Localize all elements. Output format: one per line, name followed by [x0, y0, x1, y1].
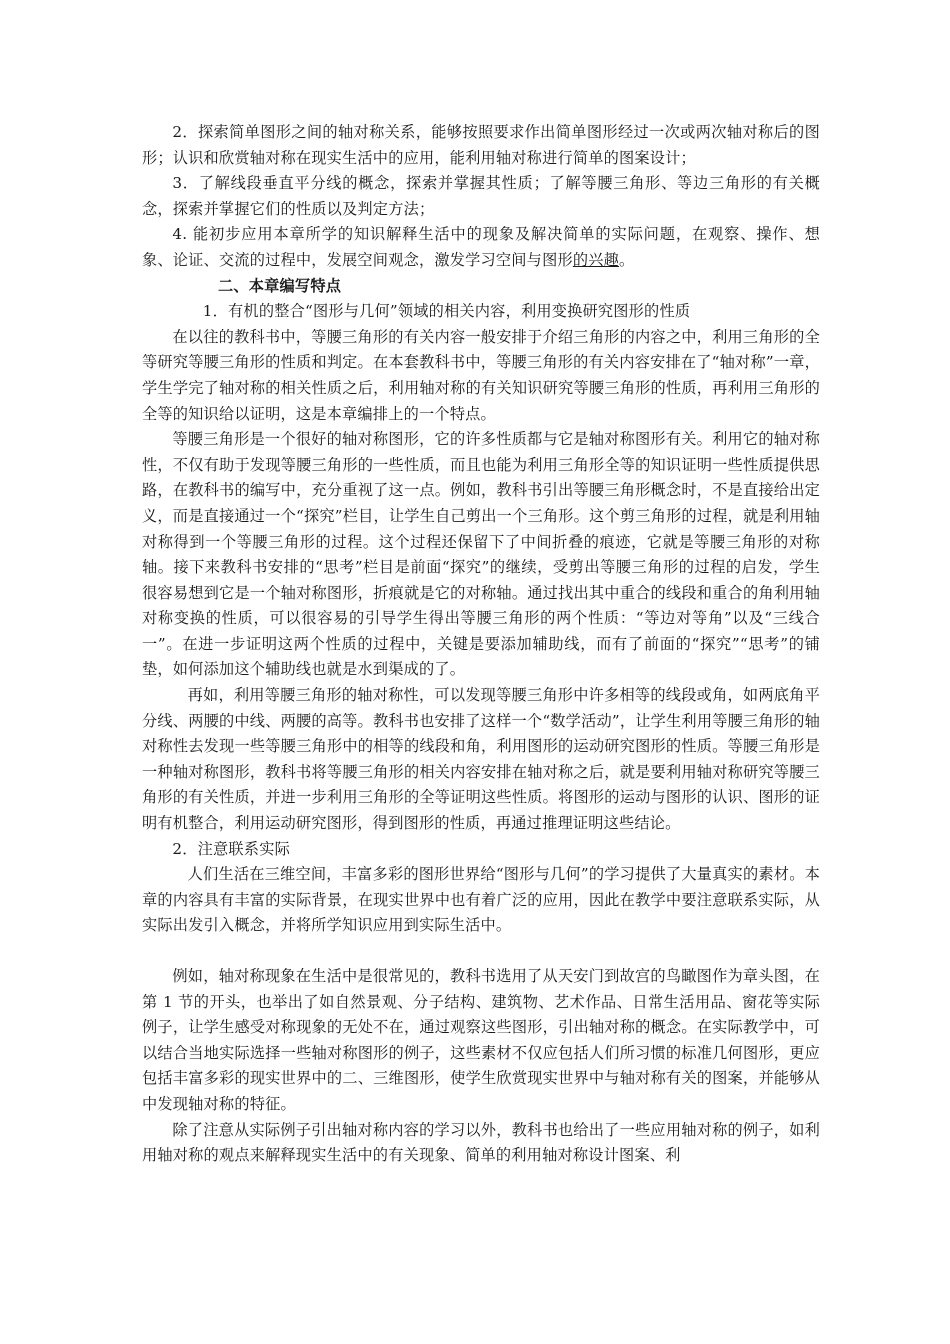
feature-2-title: 2．注意联系实际 — [172, 839, 290, 858]
feature-2-paragraph: 除了注意从实际例子引出轴对称内容的学习以外，教科书也给出了一些应用轴对称的例子，如利用轴对称的观点来解释现实生活中的有关现象、简单的利用轴对称设计图案、利 — [142, 1120, 820, 1165]
feature-1-paragraph: 等腰三角形是一个很好的轴对称图形，它的许多性质都与它是轴对称图形有关。利用它的轴对称性，不仅有助于发现等腰三角形的一些性质，而且也能为利用三角形全等的知识证明一些性质提供思路，在教科书的编写中，充分重视了这一点。例如，教科书引出等腰三角形概念时，不是直接给出定义，而是直接通过一个“探究”栏目，让学生自己剪出一个三角形。这个剪三角形的过程，就是利用轴对称得到一个等腰三角形的过程。这个过程还保留下了中间折叠的痕迹，它就是等腰三角形的对称轴。接下来教科书安排的“思考”栏目是前面“探究”的继续，受剪出等腰三角形的过程的启发，学生很容易想到它是一个轴对称图形，折痕就是它的对称轴。通过找出其中重合的线段和重合的角利用轴对称变换的性质，可以很容易的引导学生得出等腰三角形的两个性质：“等边对等角”以及“三线合一”。在进一步证明这两个性质的过程中，关键是要添加辅助线，而有了前面的“探究”“思考”的铺垫，如何添加这个辅助线也就是水到渠成的了。 — [142, 430, 820, 679]
feature-1-title: 1．有机的整合“图形与几何”领域的相关内容，利用变换研究图形的性质 — [202, 302, 691, 321]
document-page — [142, 120, 820, 1169]
paragraph-spacer — [142, 939, 820, 964]
goal-item-2: 2．探索简单图形之间的轴对称关系，能够按照要求作出简单图形经过一次或两次轴对称后的图形；认识和欣赏轴对称在现实生活中的应用，能利用轴对称进行简单的图案设计； — [142, 123, 820, 167]
feature-2-paragraph: 人们生活在三维空间，丰富多彩的图形世界给“图形与几何”的学习提供了大量真实的素材。本章的内容具有丰富的实际背景，在现实世界中也有着广泛的应用，因此在教学中要注意联系实际，从实际出发引入概念，并将所学知识应用到实际生活中。 — [142, 865, 820, 935]
feature-1-paragraph: 在以往的教科书中，等腰三角形的有关内容一般安排于介绍三角形的内容之中，利用三角形的全等研究等腰三角形的性质和判定。在本套教科书中，等腰三角形的有关内容安排在了“轴对称”一章，学生学完了轴对称的相关性质之后，利用轴对称的有关知识研究等腰三角形的性质，再利用三角形的全等的知识给以证明，这是本章编排上的一个特点。 — [142, 327, 820, 423]
feature-1-paragraph: 再如，利用等腰三角形的轴对称性，可以发现等腰三角形中许多相等的线段或角，如两底角平分线、两腰的中线、两腰的高等。教科书也安排了这样一个“数学活动”，让学生利用等腰三角形的轴对称性去发现一些等腰三角形中的相等的线段和角，利用图形的运动研究图形的性质。等腰三角形是一种轴对称图形，教科书将等腰三角形的相关内容安排在轴对称之后，就是要利用轴对称研究等腰三角形的有关性质，并进一步利用三角形的全等证明这些性质。将图形的运动与图形的认识、图形的证明有机整合，利用运动研究图形，得到图形的性质，再通过推理证明这些结论。 — [142, 686, 820, 833]
goal-item-4-underlined: 的兴趣 — [572, 250, 620, 269]
feature-2-paragraph: 例如，轴对称现象在生活中是很常见的，教科书选用了从天安门到故宫的鸟瞰图作为章头图，在第 1 节的开头，也举出了如自然景观、分子结构、建筑物、艺术作品、日常生活用品、窗花等实际例子，让学生感受对称现象的无处不在，通过观察这些图形，引出轴对称的概念。在实际教学中，可以结合当地实际选择一些轴对称图形的例子，这些素材不仅应包括人们所习惯的标准几何图形，更应包括丰富多彩的现实世界中的二、三维图形，使学生欣赏现实世界中与轴对称有关的图案，并能够从中发现轴对称的特征。 — [142, 967, 820, 1113]
goal-item-4 — [142, 222, 820, 273]
section-heading: 二、本章编写特点 — [218, 276, 342, 295]
goal-item-4-text: 4. 能初步应用本章所学的知识解释生活中的现象及解决简单的实际问题，在观察、操作、想象、论证、交流的过程中，发展空间观念，激发学习空间与图形 — [142, 225, 820, 269]
goal-item-4-end: 。 — [619, 250, 635, 269]
goal-item-3: 3．了解线段垂直平分线的概念，探索并掌握其性质；了解等腰三角形、等边三角形的有关概念，探索并掌握它们的性质以及判定方法； — [142, 174, 820, 218]
